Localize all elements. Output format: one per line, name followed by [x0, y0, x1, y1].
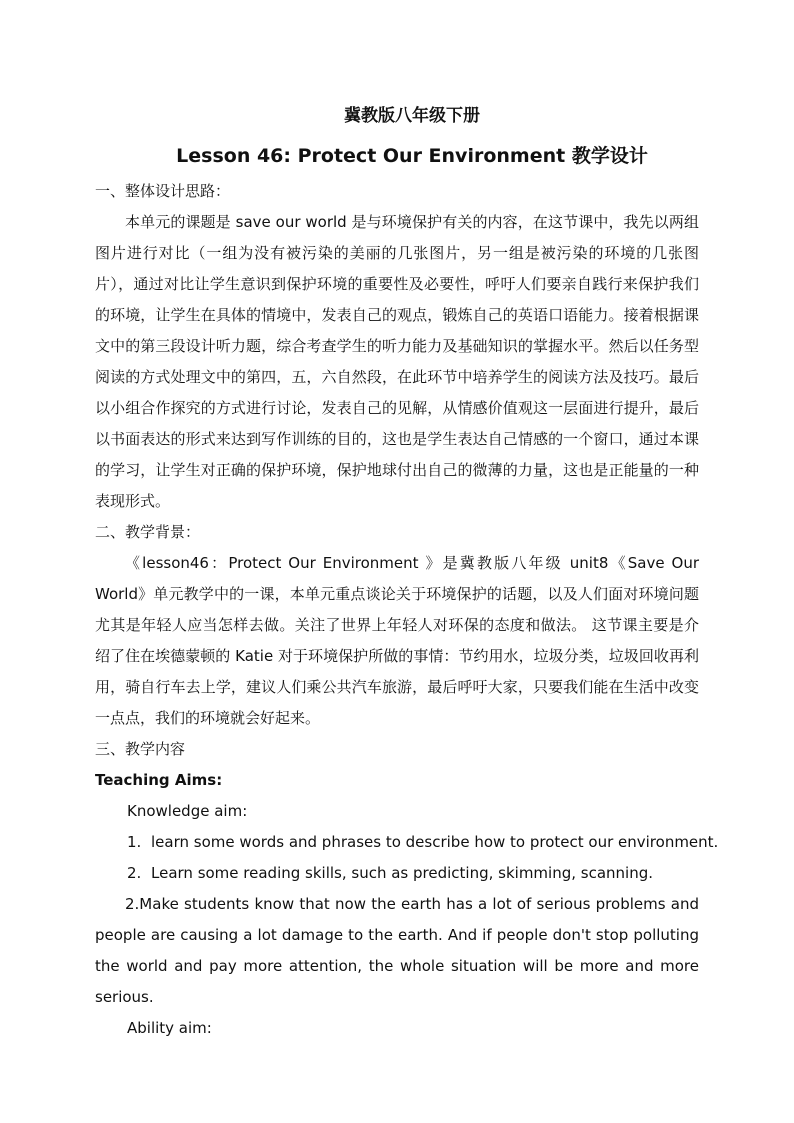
design-paragraph: 本单元的课题是 save our world 是与环境保护有关的内容，在这节课中，我先以两组图片进行对比（一组为没有被污染的美丽的几张图片，另一组是被污染的环境的几张图片），通过对比让学生意识到保护环境的重要性及必要性，呼吁人们要亲自践行来保护我们的环境，让学生在具体的情境中，发表自己的观点，锻炼自己的英语口语能力。接着根据课文中的第三段设计听力题，综合考查学生的听力能力及基础知识的掌握水平。然后以任务型阅读的方式处理文中的第四，五，六自然段，在此环节中培养学生的阅读方法及技巧。最后以小组合作探究的方式进行讨论，发表自己的见解，从情感价值观这一层面进行提升，最后以书面表达的形式来达到写作训练的目的，这也是学生表达自己情感的一个窗口，通过本课的学习，让学生对正确的保护环境，保护地球付出自己的微薄的力量，这也是正能量的一种表现形式。: [95, 213, 699, 510]
list-item-text: learn some words and phrases to describe how to protect our environment.: [151, 833, 719, 851]
document-title: 冀教版八年级下册: [344, 106, 480, 126]
section-heading-background: 二、教学背景：: [95, 523, 201, 541]
list-item-number: 1.: [127, 833, 142, 851]
knowledge-aim-paragraph: 2.Make students know that now the earth has a lot of serious problems and people are causing a lot damage to the earth. And if people don't stop polluting the world and pay more attention, the whole situation will be more and more serious.: [95, 895, 699, 1006]
teaching-aims-heading: Teaching Aims:: [95, 771, 223, 789]
knowledge-aim-label: Knowledge aim:: [127, 802, 248, 820]
ability-aim-label: Ability aim:: [127, 1019, 212, 1037]
list-item: [95, 827, 719, 858]
background-paragraph: 《lesson46：Protect Our Environment 》是冀教版八年级 unit8《Save Our World》单元教学中的一课，本单元重点谈论关于环境保护的话题，以及人们面对环境问题尤其是年轻人应当怎样去做。关注了世界上年轻人对环保的态度和做法。 这节课主要是介绍了住在埃德蒙顿的 Katie 对于环境保护所做的事情：节约用水，垃圾分类，垃圾回收再利用，骑自行车去上学，建议人们乘公共汽车旅游，最后呼吁大家，只要我们能在生活中改变一点点，我们的环境就会好起来。: [95, 554, 699, 727]
lesson-title: Lesson 46: Protect Our Environment 教学设计: [176, 145, 648, 167]
section-heading-design: 一、整体设计思路：: [95, 182, 231, 200]
list-item: [95, 858, 699, 889]
document-page: [95, 96, 719, 1044]
list-item-text: Learn some reading skills, such as predicting, skimming, scanning.: [151, 864, 654, 882]
list-item-number: 2.: [127, 864, 142, 882]
section-heading-content: 三、教学内容: [95, 740, 186, 758]
